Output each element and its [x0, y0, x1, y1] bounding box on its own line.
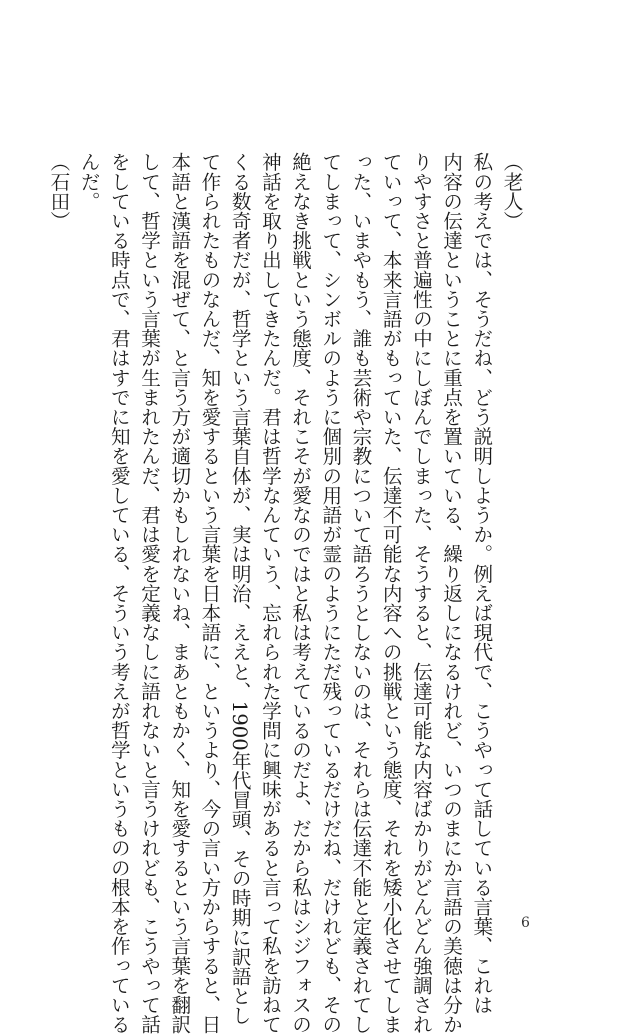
speaker-label-ishida: （石田）	[46, 152, 70, 231]
text-line: くる数奇者だが、哲学という言葉自体が、実は明治、ええと、1900年代冒頭、その時期に訳語とし	[228, 152, 252, 1026]
speaker-label-old-man: （老人）	[500, 152, 523, 231]
text-line: 絶えなき挑戦という態度、それこそが愛なのではと私は考えているのだよ、だから私はシジフォスの	[288, 152, 312, 1034]
text-line: 私の考えでは、そうだね、どう説明しようか。例えば現代で、こうやって話している言葉、これは	[469, 152, 493, 1015]
page-number: 6	[521, 915, 530, 931]
text-line: 内容の伝達ということに重点を置いている、繰り返しになるけれど、いつのまにか言語の美徳は分か	[439, 152, 463, 1034]
text-line: 本語と漢語を混ぜて、と言う方が適切かもしれないね、まあともかく、知を愛するという言葉を翻訳	[167, 152, 191, 1034]
text-line: 神話を取り出してきたんだ。君は哲学なんていう、忘れられた学問に興味があると言って私を訪ねて	[258, 152, 282, 1034]
text-line: ていって、本来言語がもっていた、伝達不可能な内容への挑戦という態度、それを矮小化させてしま	[379, 152, 403, 1034]
vertical-text-block	[43, 152, 526, 1034]
text-line: んだ。	[77, 152, 101, 211]
text-line: てしまって、シンボルのように個別の用語が霊のようにただ残っているだけだね、だけれども、その	[318, 152, 342, 1034]
text-line: った、いまやもう、誰も芸術や宗教について語ろうとしないのは、それらは伝達不能と定義されてし	[348, 152, 372, 1034]
text-line: りやすさと普遍性の中にしぼんでしまった、そうすると、伝達可能な内容ばかりがどんどん強調され	[409, 152, 433, 1034]
text-line: をしている時点で、君はすでに知を愛している、そういう考えが哲学というものの根本を作っている	[107, 152, 131, 1034]
text-line: て作られたものなんだ、知を愛するという言葉を日本語に、というより、今の言い方からすると、日	[197, 152, 221, 1034]
text-line: して、哲学という言葉が生まれたんだ、君は愛を定義なしに語れないと言うけれども、こうやって話	[137, 152, 161, 1034]
